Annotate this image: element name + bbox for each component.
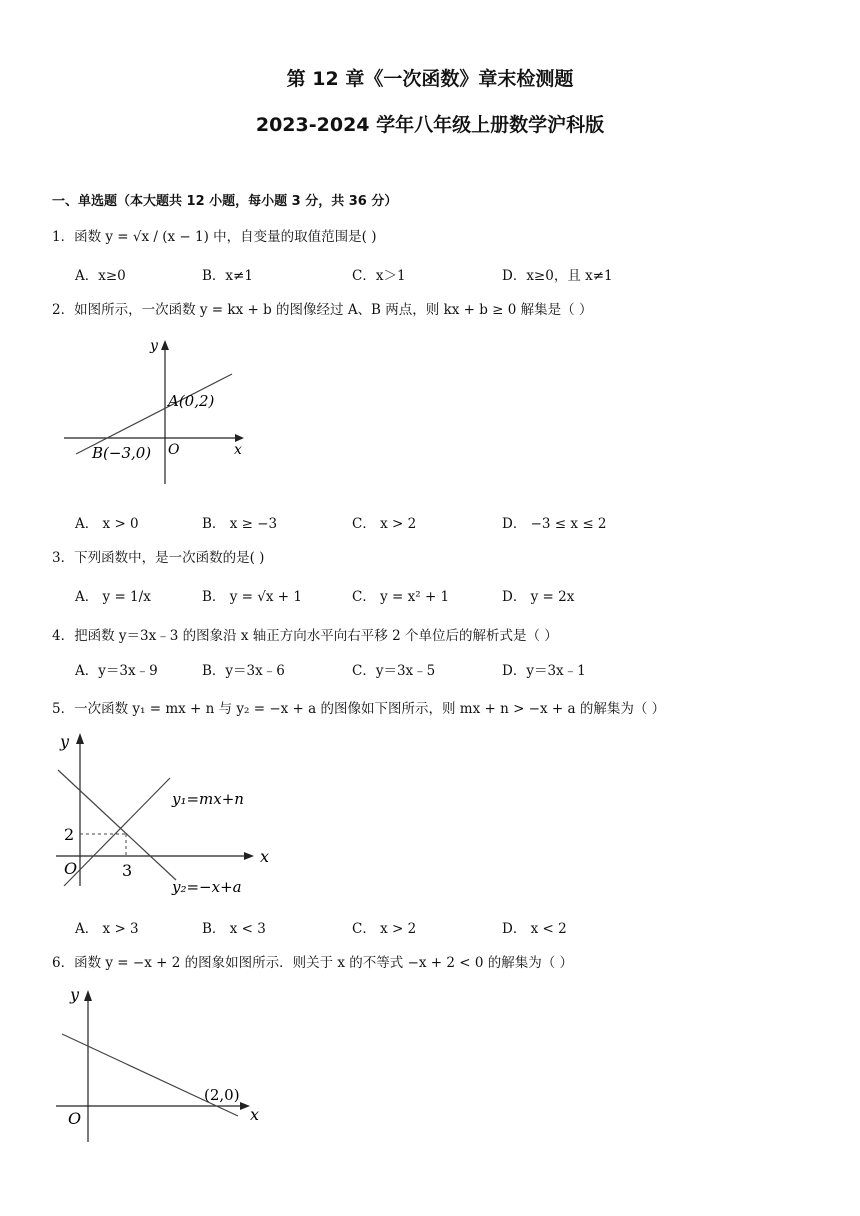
q5-x-arrow-icon <box>244 852 254 860</box>
q4-option-b: B．y＝3x﹣6 <box>202 663 285 679</box>
q2-option-b: B． x ≥ −3 <box>202 516 278 532</box>
q1-option-a: A．x≥0 <box>75 268 126 284</box>
q2-label-y: y <box>150 338 158 354</box>
q4-option-d: D．y＝3x﹣1 <box>502 663 586 679</box>
question-5-stem: 5．一次函数 y₁ = mx + n 与 y₂ = −x + a 的图像如下图所示，则 mx + n > −x + a 的解集为（ ） <box>52 701 666 717</box>
q2-label-x: x <box>234 442 242 458</box>
q3-option-b: B． y = √x + 1 <box>202 589 302 605</box>
q6-y-arrow-icon <box>84 990 92 1001</box>
q2-x-arrow-icon <box>235 434 244 442</box>
q5-label-three: 3 <box>122 861 133 880</box>
page-title: 第 12 章《一次函数》章末检测题 <box>286 68 574 90</box>
q5-option-d: D． x < 2 <box>502 921 567 937</box>
q6-label-y: y <box>70 985 80 1004</box>
q5-label-y1: y₁=mx+n <box>172 790 244 808</box>
section-heading: 一、单选题（本大题共 12 小题，每小题 3 分，共 36 分） <box>52 194 398 209</box>
question-1-stem: 1．函数 y = √x / (x − 1) 中，自变量的取值范围是( ) <box>52 229 377 245</box>
q3-option-c: C． y = x² + 1 <box>352 589 450 605</box>
q5-label-two: 2 <box>64 825 75 844</box>
q6-label-x: x <box>250 1105 260 1124</box>
q5-label-origin: O <box>64 859 78 878</box>
question-4-stem: 4．把函数 y＝3x﹣3 的图象沿 x 轴正方向水平向右平移 2 个单位后的解析式是（ ） <box>52 628 558 644</box>
q2-option-c: C． x > 2 <box>352 516 417 532</box>
q3-option-d: D． y = 2x <box>502 589 575 605</box>
q1-option-c: C．x＞1 <box>352 268 406 284</box>
q2-option-a: A． x > 0 <box>75 516 139 532</box>
q5-option-a: A． x > 3 <box>75 921 139 937</box>
question-6-stem: 6．函数 y = −x + 2 的图象如图所示．则关于 x 的不等式 −x + 2 < 0 的解集为（ ） <box>52 955 574 971</box>
q6-label-origin: O <box>68 1109 82 1128</box>
q2-option-d: D． −3 ≤ x ≤ 2 <box>502 516 607 532</box>
q5-y-arrow-icon <box>76 733 84 744</box>
q5-label-x: x <box>260 847 270 866</box>
question-3-stem: 3．下列函数中，是一次函数的是( ) <box>52 550 265 566</box>
q5-label-y2: y₂=−x+a <box>172 878 242 896</box>
q6-label-point: (2,0) <box>204 1086 240 1104</box>
q2-function-line <box>76 374 232 454</box>
q6-figure <box>52 982 272 1148</box>
q2-label-origin: O <box>168 442 180 458</box>
q2-label-point-a: A(0,2) <box>168 392 215 410</box>
q4-option-c: C．y＝3x﹣5 <box>352 663 436 679</box>
q5-label-y: y <box>60 732 70 751</box>
question-2-stem: 2．如图所示，一次函数 y = kx + b 的图像经过 A、B 两点，则 kx + b ≥ 0 解集是（ ） <box>52 302 593 318</box>
q6-x-arrow-icon <box>240 1102 250 1110</box>
q2-figure <box>60 330 260 495</box>
page-subtitle: 2023-2024 学年八年级上册数学沪科版 <box>255 114 605 136</box>
q1-option-d: D．x≥0，且 x≠1 <box>502 268 613 284</box>
q2-y-arrow-icon <box>161 340 169 350</box>
q5-option-c: C． x > 2 <box>352 921 417 937</box>
q1-option-b: B．x≠1 <box>202 268 253 284</box>
q4-option-a: A．y＝3x﹣9 <box>75 663 158 679</box>
q5-figure <box>52 728 282 900</box>
q3-option-a: A． y = 1/x <box>75 589 151 605</box>
q5-option-b: B． x < 3 <box>202 921 266 937</box>
q2-label-point-b: B(−3,0) <box>92 444 152 462</box>
